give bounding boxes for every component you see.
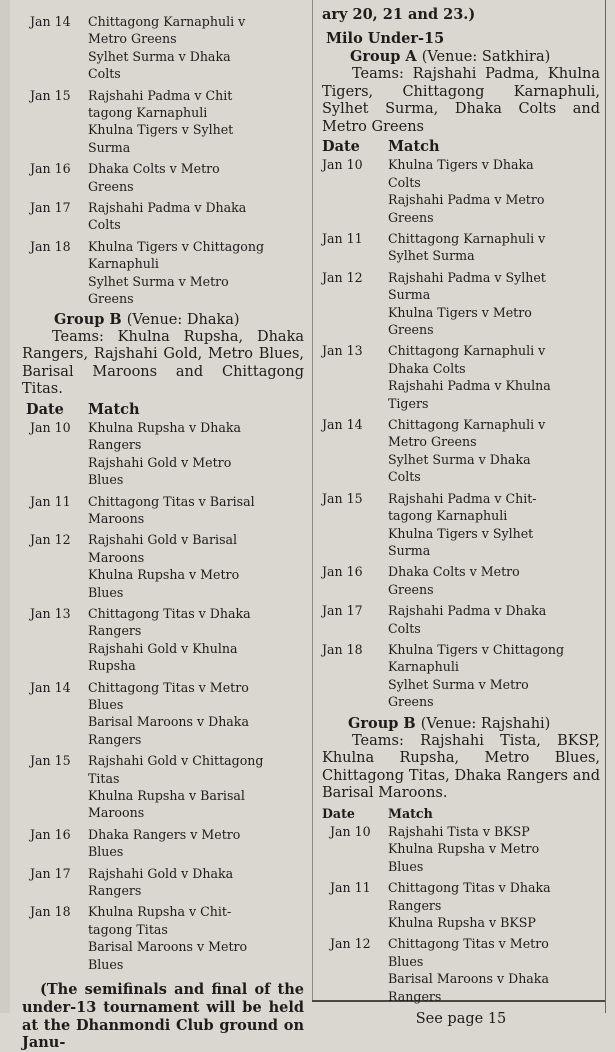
fixture-row [322, 602, 600, 637]
fixture-matches [388, 490, 600, 560]
fixture-matches [88, 826, 304, 861]
fixture-row [22, 752, 304, 822]
match-entry: Khulna Rupsha v BKSP [388, 914, 536, 930]
u15-group-b-title: Group B [348, 714, 416, 732]
fixture-row [322, 563, 600, 598]
fixture-matches [388, 823, 600, 875]
group-b-heading [22, 311, 304, 329]
match-header: Match [388, 805, 433, 821]
group-b-fixtures [22, 419, 304, 973]
fixture-matches [388, 935, 600, 1005]
fixture-matches [88, 752, 304, 822]
fixture-row [22, 238, 304, 308]
fixture-matches [88, 238, 304, 308]
match-entry: Rajshahi Padma v Chit- tagong Karnaphuli [388, 490, 537, 524]
fixture-date: Jan 18 [322, 641, 363, 657]
fixture-date: Jan 18 [30, 904, 71, 920]
match-entry: Khulna Tigers v Dhaka Colts [388, 157, 534, 190]
match-entry: Khulna Rupsha v Dhaka Rangers [88, 419, 241, 453]
fixture-date: Jan 14 [322, 417, 363, 433]
match-entry: Rajshahi Gold v Dhaka Rangers [88, 865, 234, 899]
fixture-date: Jan 10 [30, 419, 71, 435]
fixture-date: Jan 11 [322, 231, 363, 246]
fixture-matches [388, 602, 600, 637]
fixture-matches [88, 679, 304, 749]
match-entry: Sylhet Surma v Dhaka Colts [88, 48, 231, 82]
fixture-date: Jan 13 [322, 343, 363, 359]
fixture-matches [388, 230, 600, 265]
match-entry: Khulna Rupsha v Metro Blues [388, 841, 540, 874]
fixture-row [322, 230, 600, 265]
fixture-matches [88, 160, 304, 195]
match-entry: Chittagong Karnaphuli v Sylhet Surma [388, 231, 546, 264]
match-header: Match [388, 138, 440, 156]
fixture-date: Jan 10 [322, 157, 363, 173]
section-title: Milo Under-15 [326, 30, 445, 47]
fixture-matches [388, 416, 600, 486]
match-entry: Barisal Maroons v Metro Blues [88, 939, 248, 972]
match-entry: Sylhet Surma v Metro Greens [388, 676, 529, 710]
match-entry: Sylhet Surma v Metro Greens [88, 273, 229, 307]
match-entry: Chittagong Karnaphuli v Dhaka Colts [388, 343, 546, 376]
fixture-matches [88, 13, 304, 83]
fixture-matches [388, 563, 600, 598]
match-entry: Chittagong Titas v Metro Blues [88, 679, 249, 712]
date-header: Date [26, 400, 64, 418]
match-entry: Dhaka Colts v Metro Greens [388, 564, 520, 597]
fixture-row [322, 823, 600, 875]
fixture-date: Jan 15 [30, 87, 71, 103]
match-entry: Dhaka Colts v Metro Greens [88, 161, 220, 194]
match-entry: Khulna Tigers v Sylhet Surma [88, 122, 234, 155]
match-entry: Rajshahi Padma v Dhaka Colts [388, 603, 547, 636]
u15-fixtures-header [322, 138, 600, 155]
group-b-title: Group B [54, 310, 122, 328]
fixture-row [322, 879, 600, 931]
fixture-row [22, 87, 304, 157]
fixture-row [322, 935, 600, 1005]
u15-group-a-heading [322, 48, 600, 66]
u15-group-a-title: Group A [350, 48, 417, 65]
match-entry: Sylhet Surma v Dhaka Colts [388, 451, 531, 485]
fixture-row [22, 199, 304, 234]
match-entry: Khulna Rupsha v Metro Blues [88, 567, 240, 600]
match-entry: Chittagong Titas v Barisal Maroons [88, 493, 255, 526]
fixture-row [322, 269, 600, 339]
right-border [605, 0, 606, 1013]
match-entry: Rajshahi Tista v BKSP [388, 823, 530, 839]
fixture-date: Jan 13 [30, 605, 71, 621]
match-entry: Khulna Tigers v Chittagong Karnaphuli [88, 238, 265, 272]
fixture-matches [88, 199, 304, 234]
fixture-date: Jan 14 [30, 679, 71, 695]
match-entry: Barisal Maroons v Dhaka Rangers [88, 714, 249, 747]
fixture-matches [388, 156, 600, 226]
date-header: Date [322, 805, 355, 821]
fixture-matches [388, 342, 600, 412]
fixture-row [22, 826, 304, 861]
u15-group-b-teams: Teams: Rajshahi Tista, BKSP, Khulna Rupsha, Metro Blues, Chittagong Titas, Dhaka Rangers and Barisal Maroons. [322, 732, 600, 802]
match-entry: Rajshahi Gold v Metro Blues [88, 454, 232, 488]
group-a-continued-fixtures [22, 13, 304, 308]
match-entry: Barisal Maroons v Dhaka Rangers [388, 971, 549, 1004]
match-entry: Chittagong Karnaphuli v Metro Greens [388, 417, 546, 450]
match-entry: Khulna Tigers v Sylhet Surma [388, 525, 534, 558]
fixture-row [322, 641, 600, 711]
fixture-row [322, 342, 600, 412]
fixture-matches [88, 605, 304, 675]
fixture-matches [388, 269, 600, 339]
match-entry: Chittagong Titas v Dhaka Rangers [388, 880, 551, 913]
fixture-date: Jan 17 [30, 200, 71, 216]
date-header: Date [322, 138, 360, 156]
see-page-reference: See page 15 [415, 1011, 507, 1027]
match-entry: Rajshahi Padma v Chit tagong Karnaphuli [88, 87, 233, 121]
fixture-date: Jan 15 [30, 753, 71, 769]
fixture-date: Jan 18 [30, 238, 71, 254]
match-entry: Khulna Tigers v Chittagong Karnaphuli [388, 641, 565, 675]
right-column [322, 0, 600, 1028]
fixture-date: Jan 17 [322, 603, 363, 619]
page-edge [0, 0, 10, 1013]
match-entry: Rajshahi Padma v Metro Greens [388, 192, 545, 225]
fixture-row [322, 416, 600, 486]
fixture-date: Jan 16 [30, 161, 71, 177]
u15-group-b-fixtures-header [322, 805, 600, 822]
match-entry: Chittagong Titas v Metro Blues [388, 936, 549, 969]
fixture-date: Jan 11 [30, 493, 71, 509]
u15-group-a-teams: Teams: Rajshahi Padma, Khulna Tigers, Chittagong Karnaphuli, Sylhet Surma, Dhaka Colts and Metro Greens [322, 66, 600, 135]
fixture-row [22, 419, 304, 489]
fixture-matches [88, 531, 304, 601]
note-continued: ary 20, 21 and 23.) [322, 6, 476, 23]
fixture-matches [88, 493, 304, 528]
column-divider [312, 0, 313, 1000]
u15-group-b-venue: (Venue: Rajshahi) [420, 715, 551, 732]
match-entry: Khulna Rupsha v Chit- tagong Titas [88, 904, 232, 937]
match-entry: Dhaka Rangers v Metro Blues [88, 826, 241, 860]
match-entry: Rajshahi Padma v Khulna Tigers [388, 378, 551, 411]
match-entry: Rajshahi Padma v Dhaka Colts [88, 200, 247, 233]
match-entry: Rajshahi Padma v Sylhet Surma [388, 269, 546, 303]
u15-group-b-fixtures [322, 823, 600, 1005]
fixture-date: Jan 15 [322, 490, 363, 506]
fixture-row [322, 156, 600, 226]
fixture-date: Jan 12 [322, 269, 363, 285]
fixture-date: Jan 16 [322, 564, 363, 580]
fixture-date: Jan 12 [330, 936, 371, 952]
fixture-matches [88, 419, 304, 489]
fixture-date: Jan 12 [30, 532, 71, 548]
fixture-row [22, 865, 304, 900]
fixture-row [22, 160, 304, 195]
fixture-date: Jan 16 [30, 826, 71, 842]
group-b-teams: Teams: Khulna Rupsha, Dhaka Rangers, Rajshahi Gold, Metro Blues, Barisal Maroons and Chittagong Titas. [22, 328, 304, 398]
fixtures-header [22, 401, 304, 418]
match-entry: Rajshahi Gold v Khulna Rupsha [88, 640, 238, 674]
match-entry: Khulna Rupsha v Barisal Maroons [88, 788, 245, 821]
fixture-row [22, 493, 304, 528]
fixture-matches [388, 879, 600, 931]
fixture-row [22, 903, 304, 973]
semifinal-note: (The semifinals and final of the under-13 tournament will be held at the Dhanmondi Club ground on Janu- [22, 981, 304, 1052]
group-b-venue: (Venue: Dhaka) [126, 311, 240, 328]
left-column [22, 0, 304, 1052]
u15-group-a-venue: (Venue: Satkhira) [421, 49, 551, 65]
match-entry: Chittagong Karnaphuli v Metro Greens [88, 14, 246, 47]
u15-group-b-heading [322, 715, 600, 733]
match-entry: Rajshahi Gold v Chittagong Titas [88, 753, 264, 786]
fixture-matches [388, 641, 600, 711]
fixture-row [22, 679, 304, 749]
fixture-date: Jan 10 [330, 823, 371, 839]
fixture-matches [88, 865, 304, 900]
u15-group-a-fixtures [322, 156, 600, 710]
match-header: Match [88, 400, 140, 418]
fixture-date: Jan 17 [30, 865, 71, 881]
match-entry: Rajshahi Gold v Barisal Maroons [88, 532, 238, 565]
match-entry: Chittagong Titas v Dhaka Rangers [88, 605, 251, 639]
fixture-date: Jan 14 [30, 14, 71, 29]
fixture-row [22, 13, 304, 83]
fixture-matches [88, 903, 304, 973]
fixture-row [322, 490, 600, 560]
fixture-row [22, 605, 304, 675]
fixture-row [22, 531, 304, 601]
match-entry: Khulna Tigers v Metro Greens [388, 304, 532, 338]
fixture-date: Jan 11 [330, 880, 371, 896]
fixture-matches [88, 87, 304, 157]
